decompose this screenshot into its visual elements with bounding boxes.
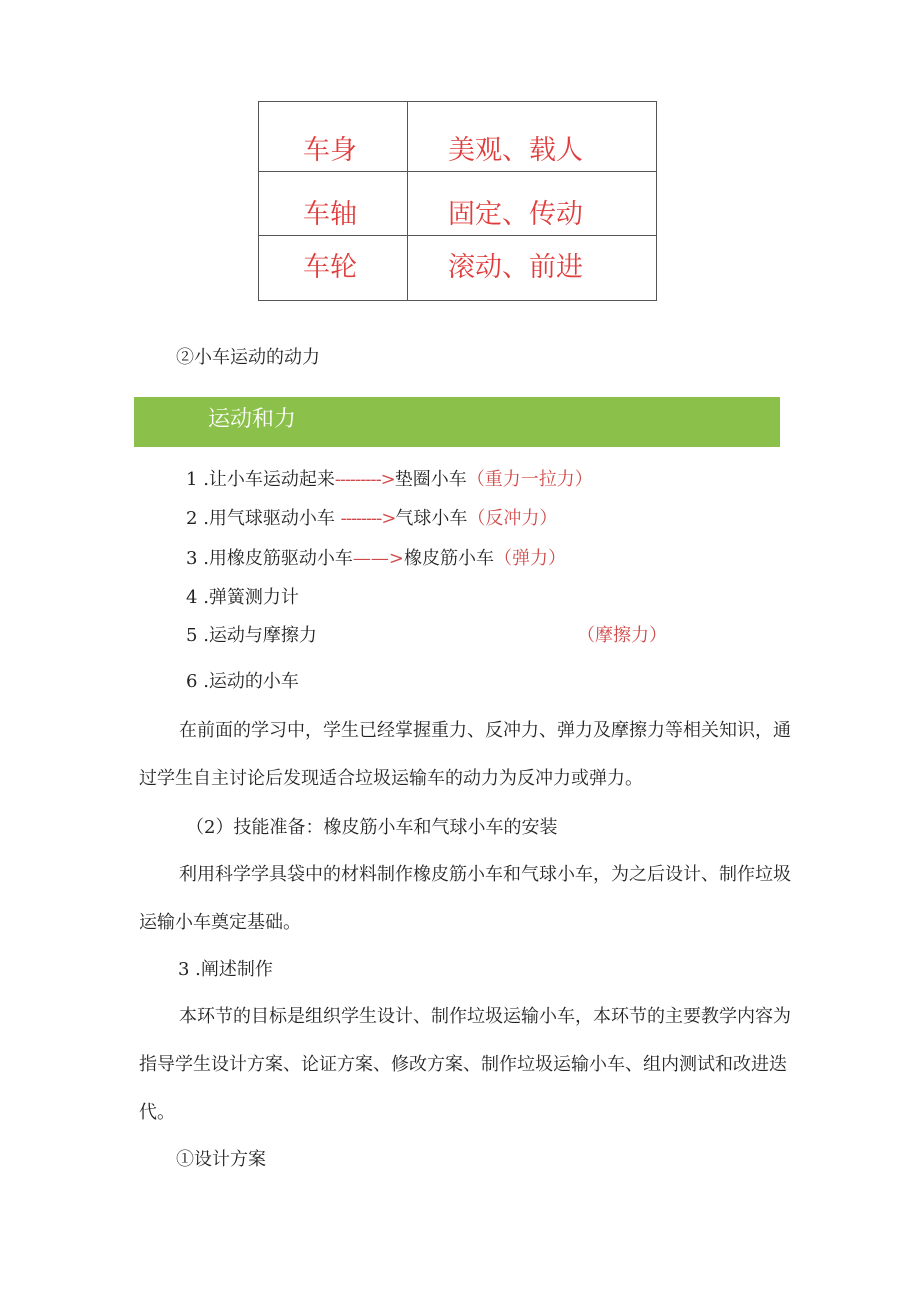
force-label: （反冲力） <box>467 508 558 529</box>
list-item <box>186 507 557 531</box>
function-cell: 固定、传动 <box>408 172 657 236</box>
list-item <box>186 624 317 648</box>
paragraph-knowledge: 在前面的学习中，学生已经掌握重力、反冲力、弹力及摩擦力等相关知识，通过学生自主讨论后发现适合垃圾运输车的动力为反冲力或弹力。 <box>139 720 791 789</box>
lesson-number: 6 <box>186 671 198 692</box>
lesson-text: .弹簧测力计 <box>203 587 299 608</box>
design-heading: ①设计方案 <box>176 1149 266 1170</box>
table-row <box>259 236 657 301</box>
force-label: （弹力） <box>494 548 567 569</box>
lesson-number: 3 <box>186 548 198 569</box>
list-item <box>186 586 299 610</box>
force-label: （重力一拉力） <box>466 469 593 490</box>
lesson-number: 2 <box>186 508 198 529</box>
banner-title: 运动和力 <box>208 407 297 432</box>
list-item <box>186 468 593 492</box>
lesson-number: 4 <box>186 587 198 608</box>
paragraph-section3: 本环节的目标是组织学生设计、制作垃圾运输小车，本环节的主要教学内容为指导学生设计方案、论证方案、修改方案、制作垃圾运输小车、组内测试和改进迭代。 <box>139 1006 791 1123</box>
part-cell: 车身 <box>259 102 408 172</box>
lesson-result: 垫圈小车 <box>394 469 467 490</box>
car-parts-table <box>258 101 657 301</box>
subheading-power: ②小车运动的动力 <box>176 347 320 368</box>
list-item <box>186 547 566 571</box>
lesson-text: .用气球驱动小车 <box>203 508 335 529</box>
arrow: ——> <box>352 548 405 569</box>
function-cell: 美观、载人 <box>408 102 657 172</box>
lesson-result: 橡皮筋小车 <box>404 548 495 569</box>
lesson-text: .让小车运动起来 <box>203 469 335 490</box>
lesson-number: 1 <box>186 469 198 490</box>
table-row <box>259 172 657 236</box>
force-label: （摩擦力） <box>577 625 667 646</box>
table-row <box>259 102 657 172</box>
paragraph-skill: 利用科学学具袋中的材料制作橡皮筋小车和气球小车，为之后设计、制作垃圾运输小车奠定基础。 <box>139 864 791 933</box>
arrow: ---------> <box>334 469 395 490</box>
section3-heading: 3 .阐述制作 <box>178 959 273 980</box>
lesson-result: 气球小车 <box>395 508 468 529</box>
section-banner <box>134 397 780 447</box>
function-cell: 滚动、前进 <box>408 236 657 301</box>
list-item <box>186 670 299 694</box>
lesson-text: .运动与摩擦力 <box>203 625 317 646</box>
arrow: --------> <box>340 508 396 529</box>
lesson-number: 5 <box>186 625 198 646</box>
lesson-text: .用橡皮筋驱动小车 <box>203 548 353 569</box>
part-cell: 车轴 <box>259 172 408 236</box>
part-cell: 车轮 <box>259 236 408 301</box>
skill-heading: （2）技能准备：橡皮筋小车和气球小车的安装 <box>186 817 558 838</box>
lesson-text: .运动的小车 <box>203 671 299 692</box>
